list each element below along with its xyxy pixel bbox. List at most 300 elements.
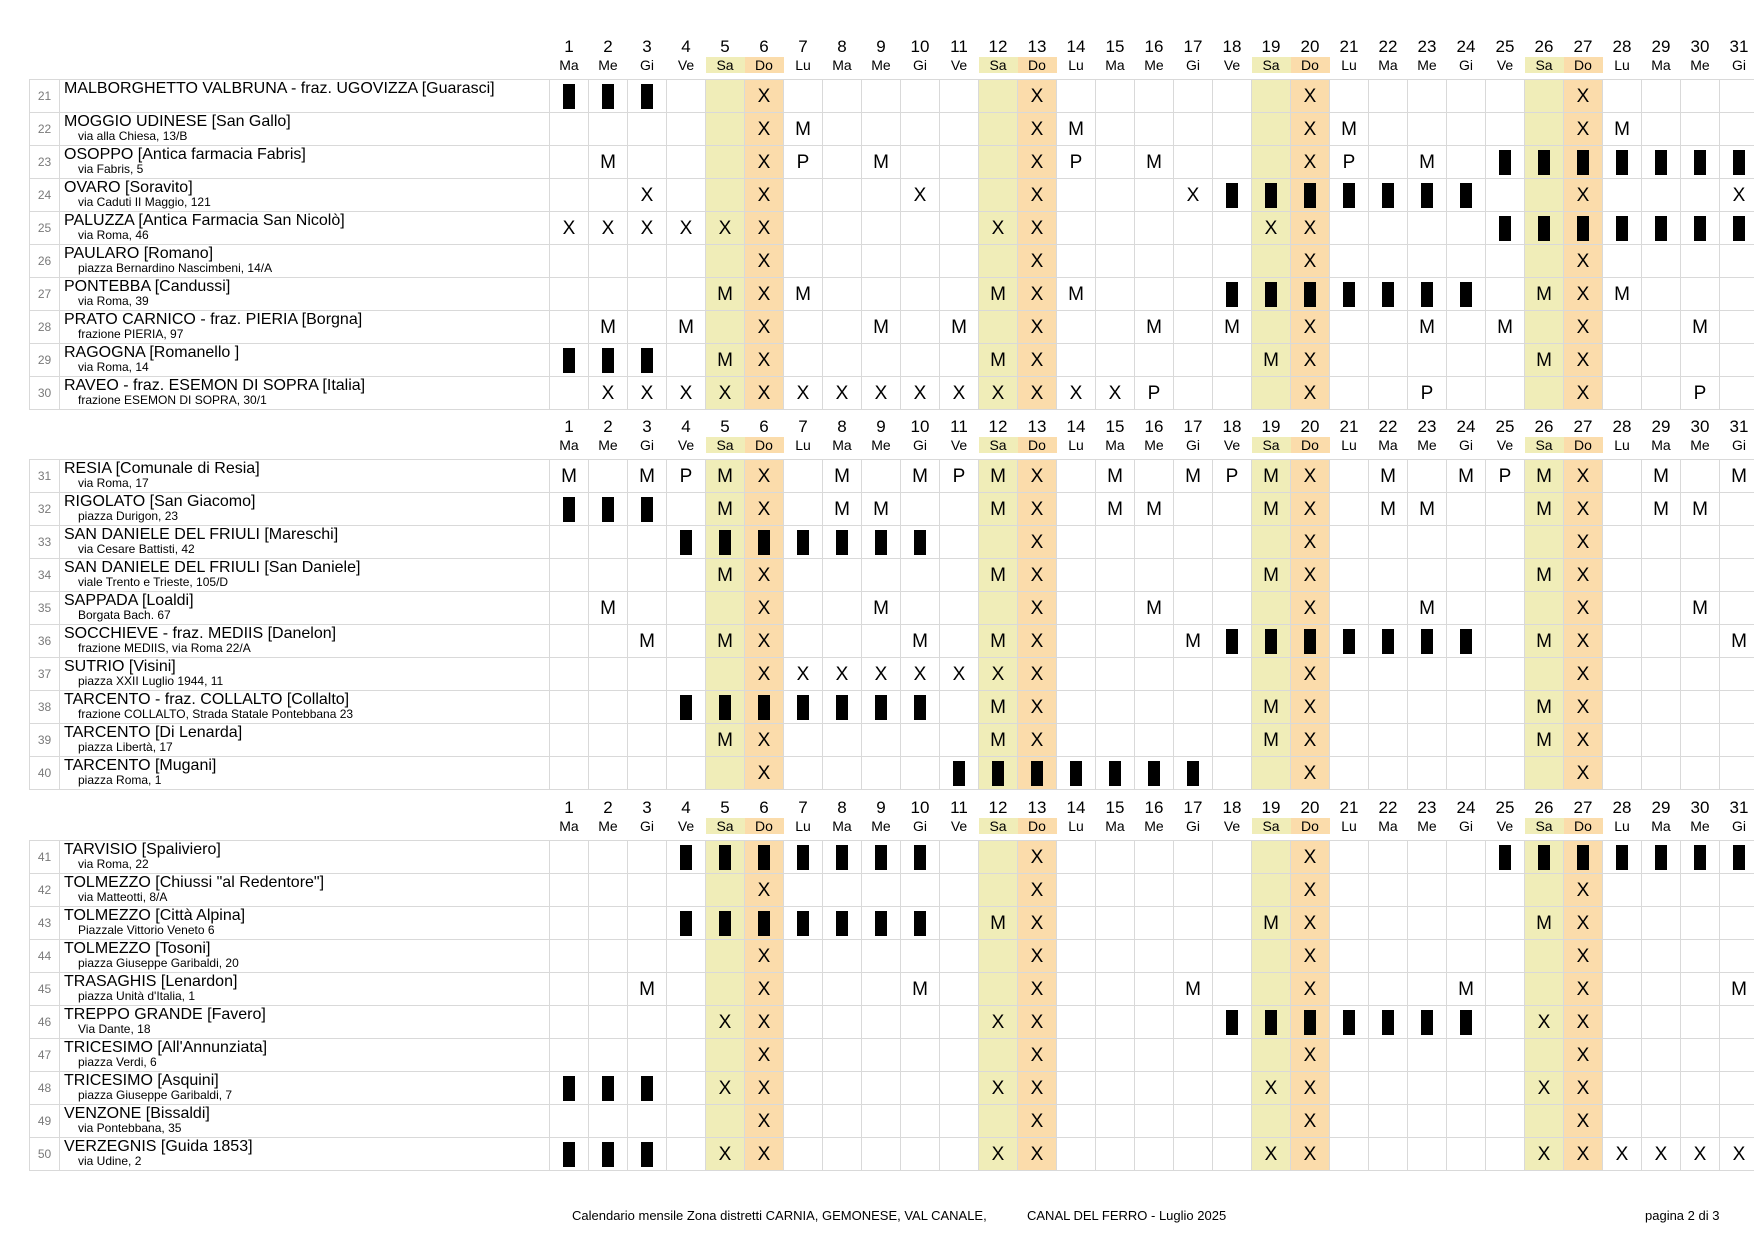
day-cell [550, 592, 589, 625]
weekday-label: Gi [1186, 818, 1200, 834]
pharmacy-row [30, 874, 1754, 907]
shift-mark: P [796, 151, 810, 173]
shift-mark: X [1303, 118, 1317, 140]
pharmacy-name: SOCCHIEVE - fraz. MEDIIS [Danelon] [64, 625, 337, 642]
day-cell [1486, 344, 1525, 377]
pharmacy-cell [60, 625, 550, 658]
day-number: 18 [1222, 798, 1242, 817]
row-number: 23 [30, 146, 60, 179]
closed-bar-icon [1694, 150, 1706, 175]
weekday-label: Lu [795, 818, 811, 834]
weekday-label: Sa [979, 57, 1018, 73]
shift-mark: X [718, 1011, 732, 1033]
day-cell [589, 1105, 628, 1138]
pharmacy-address: via Pontebbana, 35 [78, 1121, 182, 1135]
day-cell [1486, 559, 1525, 592]
pharmacy-cell [60, 113, 550, 146]
day-cell [1486, 245, 1525, 278]
day-cell [1486, 278, 1525, 311]
shift-mark: M [990, 283, 1006, 305]
closed-bar-icon [1460, 183, 1472, 208]
day-cell [1096, 146, 1135, 179]
day-cell [1525, 526, 1564, 559]
shift-mark: X [757, 978, 771, 1000]
day-cell [706, 1138, 745, 1171]
day-number: 1 [564, 37, 574, 56]
weekday-label: Do [1018, 57, 1057, 73]
pharmacy-row [30, 460, 1754, 493]
pharmacy-cell [60, 344, 550, 377]
pharmacy-address: piazza Libertà, 17 [78, 740, 173, 754]
weekday-label: Gi [640, 57, 654, 73]
closed-bar-icon [602, 1142, 614, 1167]
closed-bar-icon [1187, 761, 1199, 786]
day-number: 17 [1183, 417, 1203, 436]
day-cell [589, 724, 628, 757]
day-cell [979, 278, 1018, 311]
day-cell [706, 1006, 745, 1039]
day-cell [823, 1039, 862, 1072]
header-spacer [60, 33, 550, 57]
day-cell [1057, 691, 1096, 724]
day-cell [1057, 559, 1096, 592]
pharmacy-name: TOLMEZZO [Città Alpina] [64, 907, 246, 924]
day-cell [823, 973, 862, 1006]
shift-mark: M [990, 696, 1006, 718]
shift-mark: X [1186, 184, 1200, 206]
day-cell [1369, 1138, 1408, 1171]
pharmacy-row [30, 245, 1754, 278]
day-cell [1525, 1105, 1564, 1138]
day-cell [1720, 113, 1754, 146]
row-number: 34 [30, 559, 60, 592]
day-cell [1642, 1006, 1681, 1039]
day-cell [1174, 278, 1213, 311]
day-cell [862, 559, 901, 592]
pharmacy-address: frazione MEDIIS, via Roma 22/A [78, 641, 251, 655]
shift-mark: M [912, 630, 928, 652]
day-cell [862, 940, 901, 973]
day-cell [1330, 493, 1369, 526]
weekday-label: Do [1564, 437, 1603, 453]
day-cell [1018, 179, 1057, 212]
day-cell [1525, 146, 1564, 179]
shift-mark: X [1030, 696, 1044, 718]
day-number: 20 [1300, 37, 1320, 56]
day-cell [784, 874, 823, 907]
day-cell [940, 245, 979, 278]
day-cell [901, 212, 940, 245]
day-cell [940, 526, 979, 559]
day-cell [1057, 841, 1096, 874]
day-cell [1252, 526, 1291, 559]
shift-mark: X [601, 382, 615, 404]
closed-bar-icon [1265, 282, 1277, 307]
day-cell [1564, 526, 1603, 559]
day-cell [1135, 278, 1174, 311]
day-number: 21 [1339, 798, 1359, 817]
day-cell [745, 724, 784, 757]
day-cell [1135, 179, 1174, 212]
day-cell [550, 377, 589, 410]
shift-mark: P [1225, 465, 1239, 487]
day-cell [1564, 493, 1603, 526]
pharmacy-cell [60, 245, 550, 278]
day-cell [1369, 874, 1408, 907]
day-cell [784, 658, 823, 691]
day-cell [1135, 973, 1174, 1006]
shift-mark: X [757, 630, 771, 652]
weekday-label: Gi [640, 437, 654, 453]
day-cell [1369, 658, 1408, 691]
shift-mark: M [1536, 729, 1552, 751]
shift-mark: X [835, 663, 849, 685]
pharmacy-name: OVARO [Soravito] [64, 179, 193, 196]
day-cell [550, 973, 589, 1006]
day-cell [745, 526, 784, 559]
weekday-label: Me [871, 437, 891, 453]
day-cell [940, 311, 979, 344]
day-cell [1486, 1138, 1525, 1171]
day-cell [1525, 493, 1564, 526]
weekday-label: Lu [1341, 437, 1357, 453]
closed-bar-icon [602, 348, 614, 373]
shift-mark: X [1576, 85, 1590, 107]
shift-mark: X [1303, 564, 1317, 586]
day-cell [784, 940, 823, 973]
day-cell [1447, 377, 1486, 410]
day-cell [940, 1105, 979, 1138]
shift-mark: X [1303, 1044, 1317, 1066]
day-cell [1408, 874, 1447, 907]
closed-bar-icon [641, 497, 653, 522]
pharmacy-name: TRASAGHIS [Lenardon] [64, 973, 238, 990]
pharmacy-cell [60, 179, 550, 212]
day-number: 4 [681, 37, 691, 56]
day-cell [628, 907, 667, 940]
day-cell [589, 1072, 628, 1105]
day-cell [1213, 460, 1252, 493]
shift-mark: M [1263, 729, 1279, 751]
day-cell [1642, 377, 1681, 410]
weekday-header [30, 818, 1754, 834]
shift-mark: X [1576, 184, 1590, 206]
day-cell [784, 113, 823, 146]
day-cell [550, 874, 589, 907]
day-cell [589, 113, 628, 146]
day-cell [667, 344, 706, 377]
day-cell [667, 311, 706, 344]
day-cell [784, 1006, 823, 1039]
day-cell [628, 1039, 667, 1072]
day-cell [1096, 1138, 1135, 1171]
day-cell [589, 245, 628, 278]
day-cell [823, 841, 862, 874]
day-cell [1330, 113, 1369, 146]
day-cell [1096, 245, 1135, 278]
pharmacy-name: TARCENTO [Di Lenarda] [64, 724, 243, 741]
day-cell [628, 311, 667, 344]
day-cell [1447, 1105, 1486, 1138]
closed-bar-icon [680, 845, 692, 870]
pharmacy-name: VENZONE [Bissaldi] [64, 1105, 210, 1122]
day-cell [1603, 278, 1642, 311]
day-cell [550, 841, 589, 874]
shift-mark: X [1303, 498, 1317, 520]
weekday-label: Do [1291, 818, 1330, 834]
shift-mark: M [1146, 151, 1162, 173]
day-cell [1096, 658, 1135, 691]
day-cell [1330, 344, 1369, 377]
pharmacy-row [30, 907, 1754, 940]
shift-mark: X [1030, 1143, 1044, 1165]
day-cell [1525, 658, 1564, 691]
shift-mark: X [679, 217, 693, 239]
day-cell [1174, 212, 1213, 245]
day-cell [628, 841, 667, 874]
day-cell [1642, 1072, 1681, 1105]
day-cell [979, 874, 1018, 907]
day-cell [1603, 460, 1642, 493]
header-spacer [60, 818, 550, 834]
day-cell [667, 625, 706, 658]
day-cell [1720, 80, 1754, 113]
day-cell [1252, 658, 1291, 691]
day-cell [1057, 625, 1096, 658]
shift-mark: X [1030, 531, 1044, 553]
day-cell [1564, 311, 1603, 344]
shift-mark: X [1576, 250, 1590, 272]
day-cell [1096, 80, 1135, 113]
row-number: 38 [30, 691, 60, 724]
weekday-label: Sa [1252, 57, 1291, 73]
day-number: 20 [1300, 417, 1320, 436]
day-cell [1057, 245, 1096, 278]
day-cell [901, 691, 940, 724]
day-cell [862, 460, 901, 493]
day-cell [1135, 493, 1174, 526]
row-number: 26 [30, 245, 60, 278]
day-cell [1642, 493, 1681, 526]
weekday-label: Do [1291, 57, 1330, 73]
day-cell [862, 146, 901, 179]
day-cell [1213, 344, 1252, 377]
day-cell [1174, 592, 1213, 625]
day-cell [589, 940, 628, 973]
day-cell [1486, 80, 1525, 113]
day-cell [1252, 1039, 1291, 1072]
day-cell [1057, 1105, 1096, 1138]
weekday-label: Sa [706, 57, 745, 73]
shift-mark: M [1419, 151, 1435, 173]
day-cell [1330, 377, 1369, 410]
header-spacer [60, 437, 550, 453]
weekday-label: Lu [1614, 818, 1630, 834]
day-cell [706, 493, 745, 526]
weekday-label: Me [1417, 437, 1437, 453]
day-cell [1330, 212, 1369, 245]
pharmacy-cell [60, 592, 550, 625]
pharmacy-row [30, 592, 1754, 625]
day-cell [745, 1072, 784, 1105]
day-cell [1330, 691, 1369, 724]
day-cell [1291, 344, 1330, 377]
shift-mark: X [601, 217, 615, 239]
day-cell [745, 493, 784, 526]
pharmacy-cell [60, 724, 550, 757]
day-cell [1369, 344, 1408, 377]
day-cell [1642, 625, 1681, 658]
day-cell [1096, 940, 1135, 973]
day-cell [1642, 245, 1681, 278]
day-cell [1564, 559, 1603, 592]
day-cell [1408, 841, 1447, 874]
shift-mark: M [1692, 316, 1708, 338]
row-number: 44 [30, 940, 60, 973]
day-cell [940, 80, 979, 113]
day-cell [1135, 592, 1174, 625]
day-cell [745, 592, 784, 625]
day-cell [1291, 1138, 1330, 1171]
day-cell [589, 874, 628, 907]
closed-bar-icon [758, 695, 770, 720]
day-cell [745, 757, 784, 790]
day-cell [940, 460, 979, 493]
weekday-label: Ma [832, 437, 852, 453]
day-cell [1252, 493, 1291, 526]
day-cell [1447, 493, 1486, 526]
shift-mark: X [1303, 531, 1317, 553]
day-cell [1135, 1105, 1174, 1138]
day-number-header [30, 794, 1754, 818]
shift-mark: X [1576, 1044, 1590, 1066]
day-cell [1291, 907, 1330, 940]
day-number-header [30, 33, 1754, 57]
day-cell [1291, 493, 1330, 526]
day-number: 29 [1651, 417, 1671, 436]
day-cell [1330, 146, 1369, 179]
day-cell [979, 658, 1018, 691]
day-cell [667, 940, 706, 973]
pharmacy-name: RIGOLATO [San Giacomo] [64, 493, 256, 510]
weekday-label: Do [1291, 437, 1330, 453]
row-number: 33 [30, 526, 60, 559]
day-cell [1681, 113, 1720, 146]
pharmacy-name: RESIA [Comunale di Resia] [64, 460, 260, 477]
shift-mark: X [1030, 564, 1044, 586]
day-cell [1291, 940, 1330, 973]
shift-mark: M [1263, 349, 1279, 371]
weekday-label: Sa [979, 818, 1018, 834]
day-cell [1018, 526, 1057, 559]
day-cell [1018, 1072, 1057, 1105]
day-cell [550, 1105, 589, 1138]
day-cell [1135, 311, 1174, 344]
day-cell [901, 526, 940, 559]
day-cell [1330, 460, 1369, 493]
closed-bar-icon [1460, 629, 1472, 654]
weekday-label: Do [745, 818, 784, 834]
day-cell [1291, 1105, 1330, 1138]
weekday-label: Gi [1732, 818, 1746, 834]
shift-mark: X [1030, 846, 1044, 868]
closed-bar-icon [719, 530, 731, 555]
shift-mark: X [1030, 184, 1044, 206]
day-cell [1720, 841, 1754, 874]
day-cell [1213, 559, 1252, 592]
shift-mark: X [1030, 250, 1044, 272]
day-cell [1252, 559, 1291, 592]
day-cell [1135, 146, 1174, 179]
day-cell [706, 874, 745, 907]
closed-bar-icon [1577, 216, 1589, 241]
closed-bar-icon [797, 530, 809, 555]
day-cell [1174, 311, 1213, 344]
pharmacy-name: OSOPPO [Antica farmacia Fabris] [64, 146, 306, 163]
pharmacy-cell [60, 691, 550, 724]
day-cell [823, 460, 862, 493]
day-cell [1681, 146, 1720, 179]
day-cell [784, 592, 823, 625]
shift-mark: X [1030, 945, 1044, 967]
day-cell [1720, 1039, 1754, 1072]
day-number: 10 [910, 417, 930, 436]
weekday-label: Gi [913, 57, 927, 73]
shift-mark: X [1069, 382, 1083, 404]
closed-bar-icon [1694, 845, 1706, 870]
day-cell [1369, 146, 1408, 179]
day-cell [1057, 344, 1096, 377]
shift-mark: X [757, 564, 771, 586]
day-cell [1486, 691, 1525, 724]
pharmacy-name: SAN DANIELE DEL FRIULI [San Daniele] [64, 559, 361, 576]
shift-mark: X [640, 184, 654, 206]
closed-bar-icon [875, 845, 887, 870]
day-cell [1525, 1072, 1564, 1105]
day-cell [1213, 245, 1252, 278]
weekday-label: Me [1144, 437, 1164, 453]
shift-mark: M [912, 465, 928, 487]
day-cell [1486, 179, 1525, 212]
day-cell [1525, 179, 1564, 212]
shift-mark: X [718, 382, 732, 404]
closed-bar-icon [1343, 282, 1355, 307]
shift-mark: X [1537, 1011, 1551, 1033]
shift-mark: X [679, 382, 693, 404]
shift-mark: X [1732, 184, 1746, 206]
day-cell [901, 344, 940, 377]
day-cell [1408, 278, 1447, 311]
shift-mark: M [678, 316, 694, 338]
day-cell [862, 625, 901, 658]
shift-mark: X [991, 217, 1005, 239]
day-cell [1291, 146, 1330, 179]
day-cell [667, 179, 706, 212]
shift-mark: X [874, 382, 888, 404]
day-cell [706, 973, 745, 1006]
shift-mark: M [1536, 498, 1552, 520]
day-cell [706, 691, 745, 724]
day-cell [1018, 874, 1057, 907]
day-cell [1291, 377, 1330, 410]
day-cell [1291, 973, 1330, 1006]
day-number: 24 [1456, 417, 1476, 436]
day-cell [1369, 1006, 1408, 1039]
day-number: 15 [1105, 37, 1125, 56]
day-cell [1330, 278, 1369, 311]
day-cell [979, 907, 1018, 940]
day-cell [550, 559, 589, 592]
